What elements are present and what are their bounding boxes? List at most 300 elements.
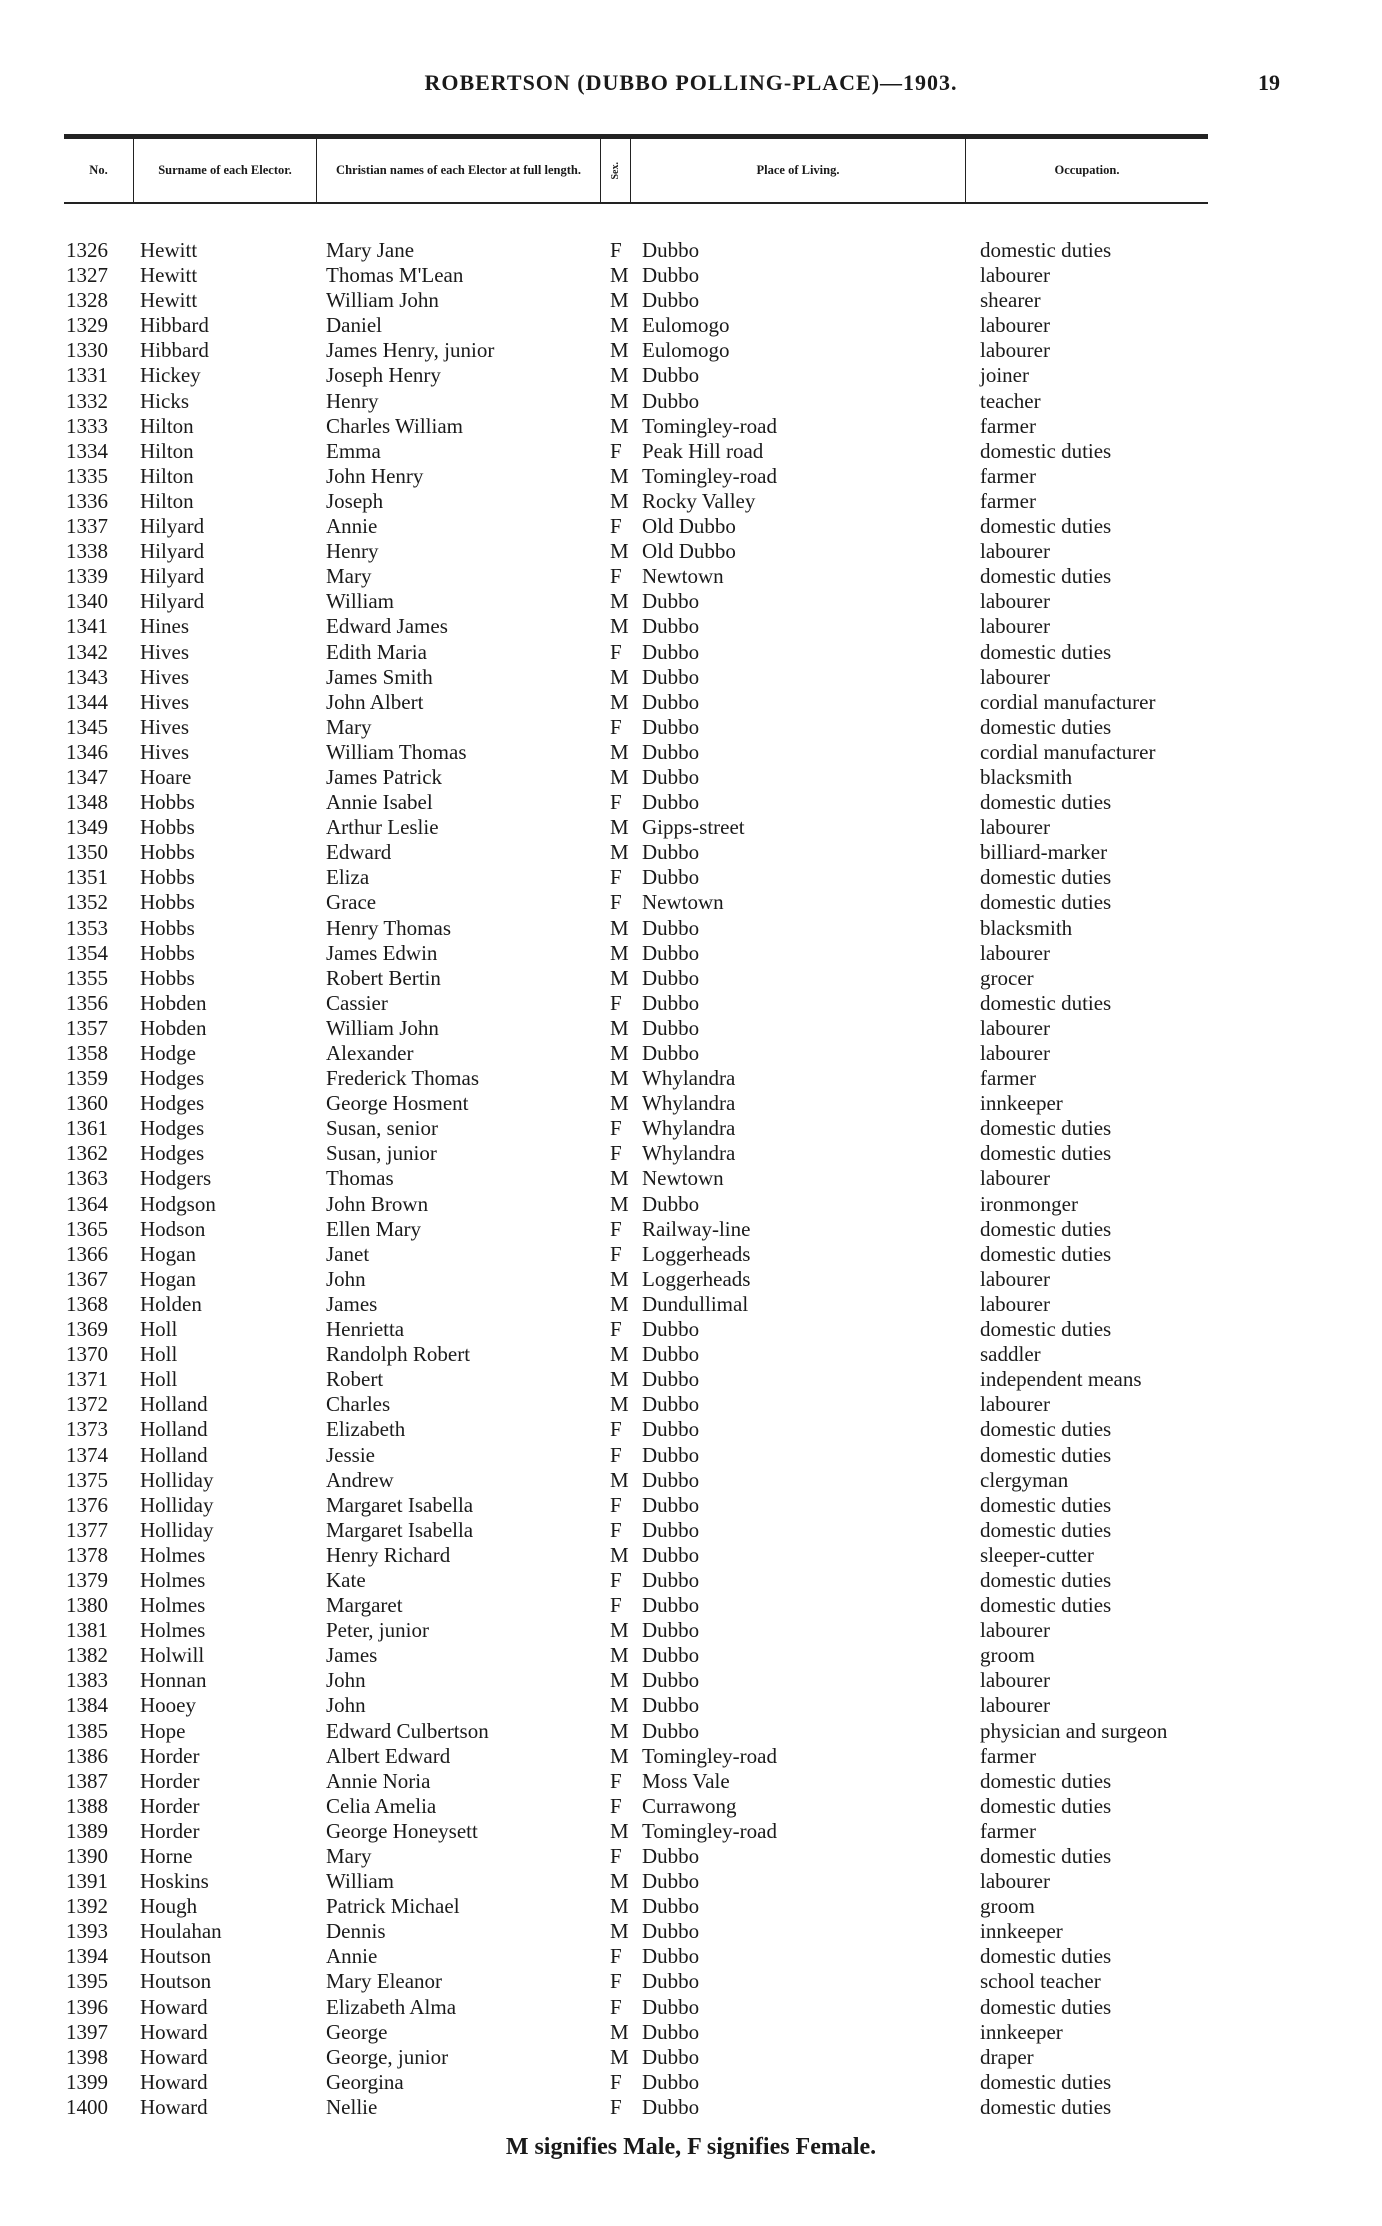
surname: Hilton xyxy=(140,488,194,513)
elector-number: 1387 xyxy=(66,1768,108,1793)
occupation: domestic duties xyxy=(980,1442,1112,1467)
sex: F xyxy=(610,1216,622,1241)
christian-names: Mary xyxy=(326,564,372,589)
sex: M xyxy=(610,1342,629,1367)
sex: M xyxy=(610,1618,629,1643)
surname: Houlahan xyxy=(140,1919,222,1944)
elector-number: 1372 xyxy=(66,1392,108,1417)
table-row xyxy=(0,1744,1382,1769)
christian-names: Joseph xyxy=(326,488,384,513)
sex: M xyxy=(610,1191,629,1216)
christian-names: George, junior xyxy=(326,2044,449,2069)
place-of-living: Tomingley-road xyxy=(642,1743,777,1768)
surname: Hobbs xyxy=(140,890,195,915)
surname: Houtson xyxy=(140,1944,212,1969)
surname: Hoare xyxy=(140,764,192,789)
occupation: saddler xyxy=(980,1342,1041,1367)
place-of-living: Dubbo xyxy=(642,1618,700,1643)
sex: F xyxy=(610,1241,622,1266)
sex: F xyxy=(610,1492,622,1517)
christian-names: Nellie xyxy=(326,2094,378,2119)
roll-rows xyxy=(0,238,1382,2120)
place-of-living: Dubbo xyxy=(642,1718,700,1743)
occupation: innkeeper xyxy=(980,2019,1063,2044)
christian-names: Edward James xyxy=(326,614,448,639)
christian-names: Joseph Henry xyxy=(326,363,441,388)
surname: Hope xyxy=(140,1718,186,1743)
christian-names: Mary Eleanor xyxy=(326,1969,443,1994)
table-row xyxy=(0,1443,1382,1468)
place-of-living: Dubbo xyxy=(642,614,700,639)
elector-number: 1330 xyxy=(66,338,108,363)
surname: Hobbs xyxy=(140,865,195,890)
sex: M xyxy=(610,1091,629,1116)
place-of-living: Dubbo xyxy=(642,2019,700,2044)
place-of-living: Dubbo xyxy=(642,2094,700,2119)
occupation: groom xyxy=(980,1643,1035,1668)
christian-names: Daniel xyxy=(326,313,382,338)
table-row xyxy=(0,1091,1382,1116)
place-of-living: Dubbo xyxy=(642,589,700,614)
surname: Hilyard xyxy=(140,539,205,564)
elector-number: 1334 xyxy=(66,438,108,463)
table-row xyxy=(0,539,1382,564)
christian-names: John xyxy=(326,1693,366,1718)
sex: F xyxy=(610,1944,622,1969)
sex: M xyxy=(610,815,629,840)
place-of-living: Dubbo xyxy=(642,1969,700,1994)
christian-names: George Hosment xyxy=(326,1091,469,1116)
table-row xyxy=(0,2045,1382,2070)
sex: F xyxy=(610,639,622,664)
surname: Howard xyxy=(140,2019,208,2044)
occupation: clergyman xyxy=(980,1467,1069,1492)
elector-number: 1327 xyxy=(66,263,108,288)
table-row xyxy=(0,1869,1382,1894)
christian-names: Margaret Isabella xyxy=(326,1492,474,1517)
surname: Hilyard xyxy=(140,564,205,589)
occupation: independent means xyxy=(980,1367,1142,1392)
elector-number: 1348 xyxy=(66,790,108,815)
place-of-living: Dubbo xyxy=(642,1894,700,1919)
surname: Hibbard xyxy=(140,313,209,338)
column-header-no: No. xyxy=(64,139,134,202)
place-of-living: Dubbo xyxy=(642,363,700,388)
sex: F xyxy=(610,1844,622,1868)
elector-number: 1380 xyxy=(66,1593,108,1618)
place-of-living: Eulomogo xyxy=(642,313,730,338)
place-of-living: Dubbo xyxy=(642,1342,700,1367)
christian-names: Albert Edward xyxy=(326,1743,451,1768)
place-of-living: Dubbo xyxy=(642,1944,700,1969)
elector-number: 1346 xyxy=(66,739,108,764)
christian-names: Edward xyxy=(326,840,392,865)
elector-number: 1393 xyxy=(66,1919,108,1944)
table-row xyxy=(0,1141,1382,1166)
table-row xyxy=(0,1518,1382,1543)
elector-number: 1388 xyxy=(66,1793,108,1818)
surname: Holmes xyxy=(140,1542,206,1567)
place-of-living: Newtown xyxy=(642,564,724,589)
christian-names: Annie Noria xyxy=(326,1768,431,1793)
elector-number: 1367 xyxy=(66,1266,108,1291)
occupation: farmer xyxy=(980,488,1036,513)
place-of-living: Dubbo xyxy=(642,915,700,940)
place-of-living: Dubbo xyxy=(642,1492,700,1517)
occupation: domestic duties xyxy=(980,1517,1112,1542)
table-row xyxy=(0,464,1382,489)
christian-names: Grace xyxy=(326,890,377,915)
sex: M xyxy=(610,614,629,639)
elector-number: 1395 xyxy=(66,1969,108,1994)
sex: M xyxy=(610,689,629,714)
christian-names: Charles William xyxy=(326,413,463,438)
christian-names: Susan, junior xyxy=(326,1141,437,1166)
table-row xyxy=(0,740,1382,765)
christian-names: Peter, junior xyxy=(326,1618,429,1643)
sex: M xyxy=(610,1015,629,1040)
sex: M xyxy=(610,1643,629,1668)
elector-number: 1371 xyxy=(66,1367,108,1392)
christian-names: Jessie xyxy=(326,1442,375,1467)
surname: Hoskins xyxy=(140,1869,209,1894)
elector-number: 1347 xyxy=(66,764,108,789)
sex: F xyxy=(610,790,622,815)
occupation: farmer xyxy=(980,1743,1036,1768)
christian-names: Andrew xyxy=(326,1467,394,1492)
occupation: groom xyxy=(980,1894,1035,1919)
table-row xyxy=(0,1693,1382,1718)
place-of-living: Dubbo xyxy=(642,1392,700,1417)
table-row xyxy=(0,1543,1382,1568)
christian-names: William John xyxy=(326,1015,439,1040)
christian-names: Alexander xyxy=(326,1041,414,1065)
sex: M xyxy=(610,539,629,564)
sex: M xyxy=(610,1166,629,1191)
christian-names: William Thomas xyxy=(326,739,467,764)
occupation: domestic duties xyxy=(980,564,1112,589)
christian-names: Margaret xyxy=(326,1593,403,1618)
occupation: domestic duties xyxy=(980,2069,1112,2094)
table-row xyxy=(0,1493,1382,1518)
occupation: labourer xyxy=(980,940,1050,965)
christian-names: Henry Richard xyxy=(326,1542,451,1567)
table-row xyxy=(0,1618,1382,1643)
place-of-living: Old Dubbo xyxy=(642,539,736,564)
sex: F xyxy=(610,865,622,890)
surname: Hicks xyxy=(140,388,189,413)
christian-names: Elizabeth xyxy=(326,1417,406,1442)
surname: Holland xyxy=(140,1392,208,1417)
place-of-living: Dubbo xyxy=(642,1467,700,1492)
sex: M xyxy=(610,1718,629,1743)
occupation: domestic duties xyxy=(980,1593,1112,1618)
table-row xyxy=(0,263,1382,288)
sex: F xyxy=(610,1994,622,2019)
page-header xyxy=(0,70,1382,100)
table-row xyxy=(0,1719,1382,1744)
occupation: labourer xyxy=(980,263,1050,288)
place-of-living: Newtown xyxy=(642,890,724,915)
place-of-living: Loggerheads xyxy=(642,1266,751,1291)
christian-names: Georgina xyxy=(326,2069,404,2094)
surname: Holland xyxy=(140,1417,208,1442)
occupation: grocer xyxy=(980,965,1034,990)
sex: F xyxy=(610,990,622,1015)
elector-number: 1389 xyxy=(66,1818,108,1843)
table-row xyxy=(0,941,1382,966)
place-of-living: Dubbo xyxy=(642,288,700,313)
occupation: domestic duties xyxy=(980,1793,1112,1818)
elector-number: 1362 xyxy=(66,1141,108,1166)
sex: M xyxy=(610,2044,629,2069)
place-of-living: Dubbo xyxy=(642,689,700,714)
table-row xyxy=(0,1242,1382,1267)
occupation: labourer xyxy=(980,815,1050,840)
surname: Hines xyxy=(140,614,189,639)
elector-number: 1364 xyxy=(66,1191,108,1216)
elector-number: 1379 xyxy=(66,1567,108,1592)
sex: F xyxy=(610,564,622,589)
table-row xyxy=(0,1568,1382,1593)
sex: M xyxy=(610,1743,629,1768)
surname: Hodson xyxy=(140,1216,206,1241)
christian-names: Cassier xyxy=(326,990,388,1015)
surname: Horder xyxy=(140,1743,200,1768)
table-row xyxy=(0,1217,1382,1242)
table-row xyxy=(0,1166,1382,1191)
table-row xyxy=(0,765,1382,790)
elector-number: 1376 xyxy=(66,1492,108,1517)
table-row xyxy=(0,890,1382,915)
place-of-living: Peak Hill road xyxy=(642,438,764,463)
table-row xyxy=(0,1769,1382,1794)
elector-number: 1354 xyxy=(66,940,108,965)
table-row xyxy=(0,288,1382,313)
place-of-living: Dubbo xyxy=(642,2044,700,2069)
table-row xyxy=(0,790,1382,815)
sex: M xyxy=(610,1392,629,1417)
occupation: labourer xyxy=(980,338,1050,363)
table-row xyxy=(0,1643,1382,1668)
christian-names: Emma xyxy=(326,438,381,463)
sex: F xyxy=(610,1517,622,1542)
surname: Hooey xyxy=(140,1693,196,1718)
occupation: labourer xyxy=(980,1041,1050,1065)
christian-names: George Honeysett xyxy=(326,1818,478,1843)
christian-names: Annie xyxy=(326,514,378,539)
elector-number: 1381 xyxy=(66,1618,108,1643)
place-of-living: Dubbo xyxy=(642,739,700,764)
surname: Hibbard xyxy=(140,338,209,363)
table-row xyxy=(0,514,1382,539)
sex: M xyxy=(610,1066,629,1091)
surname: Holwill xyxy=(140,1643,205,1668)
occupation: sleeper-cutter xyxy=(980,1542,1094,1567)
table-row xyxy=(0,1041,1382,1066)
elector-number: 1378 xyxy=(66,1542,108,1567)
table-row xyxy=(0,1468,1382,1493)
elector-number: 1349 xyxy=(66,815,108,840)
christian-names: Charles xyxy=(326,1392,391,1417)
table-row xyxy=(0,1593,1382,1618)
surname: Hewitt xyxy=(140,263,198,288)
sex: M xyxy=(610,739,629,764)
surname: Holliday xyxy=(140,1517,214,1542)
place-of-living: Dubbo xyxy=(642,388,700,413)
surname: Hilton xyxy=(140,438,194,463)
table-row xyxy=(0,815,1382,840)
place-of-living: Dubbo xyxy=(642,990,700,1015)
table-row xyxy=(0,690,1382,715)
occupation: school teacher xyxy=(980,1969,1101,1994)
surname: Holliday xyxy=(140,1467,214,1492)
sex: M xyxy=(610,1367,629,1392)
sex: F xyxy=(610,238,622,262)
christian-names: Thomas M'Lean xyxy=(326,263,464,288)
occupation: domestic duties xyxy=(980,438,1112,463)
surname: Howard xyxy=(140,2094,208,2119)
table-row xyxy=(0,1192,1382,1217)
elector-number: 1377 xyxy=(66,1517,108,1542)
table-row xyxy=(0,991,1382,1016)
surname: Holland xyxy=(140,1442,208,1467)
surname: Holmes xyxy=(140,1618,206,1643)
surname: Hives xyxy=(140,664,189,689)
sex: F xyxy=(610,1116,622,1141)
occupation: labourer xyxy=(980,539,1050,564)
sex: M xyxy=(610,1542,629,1567)
place-of-living: Dubbo xyxy=(642,1041,700,1065)
place-of-living: Tomingley-road xyxy=(642,463,777,488)
christian-names: John xyxy=(326,1668,366,1693)
place-of-living: Dubbo xyxy=(642,840,700,865)
occupation: domestic duties xyxy=(980,1216,1112,1241)
occupation: labourer xyxy=(980,614,1050,639)
sex: M xyxy=(610,2019,629,2044)
elector-number: 1363 xyxy=(66,1166,108,1191)
surname: Hogan xyxy=(140,1241,196,1266)
christian-names: Ellen Mary xyxy=(326,1216,422,1241)
place-of-living: Dubbo xyxy=(642,1593,700,1618)
occupation: cordial manufacturer xyxy=(980,689,1156,714)
place-of-living: Whylandra xyxy=(642,1091,736,1116)
place-of-living: Dubbo xyxy=(642,714,700,739)
occupation: domestic duties xyxy=(980,990,1112,1015)
elector-number: 1340 xyxy=(66,589,108,614)
table-row xyxy=(0,1267,1382,1292)
sex: M xyxy=(610,915,629,940)
surname: Holden xyxy=(140,1291,202,1316)
elector-number: 1382 xyxy=(66,1643,108,1668)
sex: M xyxy=(610,1467,629,1492)
table-row xyxy=(0,665,1382,690)
place-of-living: Dundullimal xyxy=(642,1291,749,1316)
sex-header-label: Sex. xyxy=(609,161,621,180)
table-row xyxy=(0,2020,1382,2045)
occupation: domestic duties xyxy=(980,1994,1112,2019)
place-of-living: Dubbo xyxy=(642,940,700,965)
christian-names: John Brown xyxy=(326,1191,429,1216)
christian-names: Dennis xyxy=(326,1919,386,1944)
surname: Hobbs xyxy=(140,915,195,940)
elector-number: 1366 xyxy=(66,1241,108,1266)
place-of-living: Dubbo xyxy=(642,238,700,262)
place-of-living: Dubbo xyxy=(642,263,700,288)
place-of-living: Dubbo xyxy=(642,1442,700,1467)
elector-number: 1358 xyxy=(66,1041,108,1065)
occupation: labourer xyxy=(980,1869,1050,1894)
surname: Hives xyxy=(140,689,189,714)
elector-number: 1328 xyxy=(66,288,108,313)
surname: Hives xyxy=(140,739,189,764)
elector-number: 1392 xyxy=(66,1894,108,1919)
place-of-living: Dubbo xyxy=(642,639,700,664)
occupation: domestic duties xyxy=(980,714,1112,739)
elector-number: 1352 xyxy=(66,890,108,915)
elector-number: 1384 xyxy=(66,1693,108,1718)
occupation: domestic duties xyxy=(980,1492,1112,1517)
place-of-living: Dubbo xyxy=(642,1844,700,1868)
occupation: domestic duties xyxy=(980,1141,1112,1166)
place-of-living: Dubbo xyxy=(642,1191,700,1216)
surname: Hobden xyxy=(140,1015,207,1040)
surname: Hives xyxy=(140,714,189,739)
surname: Hodges xyxy=(140,1066,205,1091)
christian-names: Kate xyxy=(326,1567,366,1592)
christian-names: Edith Maria xyxy=(326,639,427,664)
christian-names: George xyxy=(326,2019,388,2044)
sex: M xyxy=(610,840,629,865)
christian-names: James Smith xyxy=(326,664,433,689)
table-row xyxy=(0,1116,1382,1141)
elector-number: 1383 xyxy=(66,1668,108,1693)
sex: M xyxy=(610,263,629,288)
sex: F xyxy=(610,1567,622,1592)
table-row xyxy=(0,1392,1382,1417)
elector-number: 1374 xyxy=(66,1442,108,1467)
surname: Hobden xyxy=(140,990,207,1015)
table-row xyxy=(0,1944,1382,1969)
occupation: domestic duties xyxy=(980,639,1112,664)
page-number: 19 xyxy=(1258,70,1280,95)
occupation: domestic duties xyxy=(980,1768,1112,1793)
elector-number: 1331 xyxy=(66,363,108,388)
occupation: innkeeper xyxy=(980,1091,1063,1116)
elector-number: 1341 xyxy=(66,614,108,639)
place-of-living: Dubbo xyxy=(642,664,700,689)
christian-names: Henry xyxy=(326,539,379,564)
elector-number: 1357 xyxy=(66,1015,108,1040)
table-row xyxy=(0,564,1382,589)
sex: M xyxy=(610,313,629,338)
table-row xyxy=(0,1919,1382,1944)
sex: M xyxy=(610,1919,629,1944)
place-of-living: Newtown xyxy=(642,1166,724,1191)
occupation: farmer xyxy=(980,413,1036,438)
occupation: blacksmith xyxy=(980,764,1073,789)
table-row xyxy=(0,238,1382,263)
surname: Hogan xyxy=(140,1266,196,1291)
place-of-living: Dubbo xyxy=(642,1869,700,1894)
table-row xyxy=(0,439,1382,464)
surname: Horder xyxy=(140,1818,200,1843)
place-of-living: Dubbo xyxy=(642,1015,700,1040)
occupation: billiard-marker xyxy=(980,840,1108,865)
sex: F xyxy=(610,1793,622,1818)
occupation: shearer xyxy=(980,288,1041,313)
table-row xyxy=(0,1292,1382,1317)
